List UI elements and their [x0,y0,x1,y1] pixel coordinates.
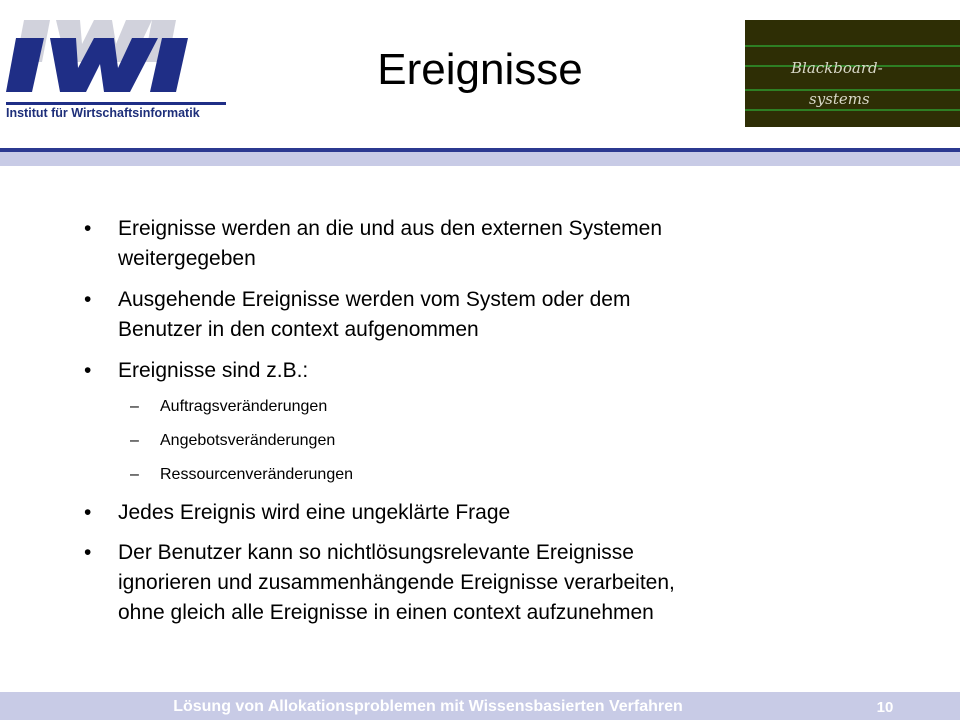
bullet-1-line2: weitergegeben [118,247,256,270]
bullet-1 [118,214,878,274]
sub-item-1: Auftragsveränderungen [160,398,328,415]
bullet-5-line1: Der Benutzer kann so nichtlösungsrelevante Ereignisse [118,541,634,564]
bullet-glyph: • [84,217,92,240]
bullet-glyph: • [84,359,92,382]
page-title: Ereignisse [377,45,583,94]
bullet-5 [118,538,878,628]
bullet-glyph: • [84,501,92,524]
badge-line1: Blackboard- [791,59,883,77]
badge-line2: systems [809,90,870,108]
bullet-2-line1: Ausgehende Ereignisse werden vom System oder dem [118,288,631,311]
bullet-5-line2: ignorieren und zusammenhängende Ereignisse verarbeiten, [118,571,675,594]
dash-glyph: – [130,432,139,449]
bullet-3: Ereignisse sind z.B.: [118,359,309,382]
bullet-glyph: • [84,541,92,564]
dash-glyph: – [130,466,139,483]
sub-item-3: Ressourcenveränderungen [160,466,354,483]
bullet-2-line2: Benutzer in den context aufgenommen [118,318,479,341]
sub-item-2: Angebotsveränderungen [160,432,336,449]
footer-title: Lösung von Allokationsproblemen mit Wissensbasierten Verfahren [173,698,683,715]
bullet-1-line1: Ereignisse werden an die und aus den externen Systemen [118,217,663,240]
bullet-glyph: • [84,288,92,311]
bullet-2 [118,285,878,345]
bullet-5-line3: ohne gleich alle Ereignisse in einen context aufzunehmen [118,601,654,624]
page-number: 10 [876,699,894,716]
dash-glyph: – [130,398,139,415]
logo-subtitle: Institut für Wirtschaftsinformatik [6,106,200,120]
bullet-4: Jedes Ereignis wird eine ungeklärte Frage [118,501,511,524]
footer-bar [0,692,960,720]
